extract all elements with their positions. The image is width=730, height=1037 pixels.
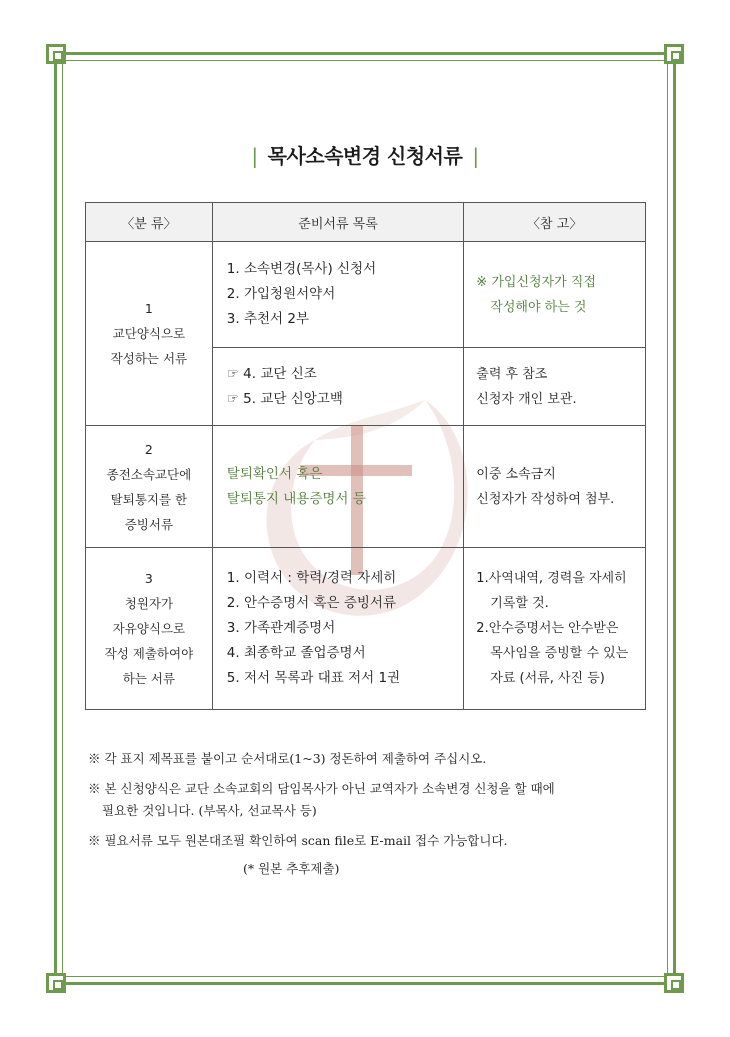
category-number: 2 [144, 441, 153, 457]
category-label: 자유양식으로 [112, 621, 186, 636]
note-3-postscript: (* 원본 추후제출) [243, 861, 340, 876]
corner-ornament-bottom-left [46, 973, 66, 993]
reference-cell [464, 548, 646, 710]
header-category: 〈분 류〉 [86, 203, 213, 242]
category-label: 하는 서류 [122, 671, 176, 686]
category-cell-2 [86, 426, 213, 548]
reference-note: ※ 가입신청자가 직접 [476, 274, 596, 290]
table-row [86, 242, 646, 348]
category-label: 종전소속교단에 [106, 466, 192, 482]
list-item: 2. 가입청원서약서 [226, 286, 336, 302]
category-cell-1 [86, 242, 213, 426]
table-row [86, 548, 646, 710]
documents-table [85, 202, 646, 710]
corner-ornament-top-left [46, 44, 66, 64]
list-item: 1. 이력서 : 학력/경력 자세히 [226, 570, 397, 586]
category-label: 증빙서류 [124, 516, 174, 532]
list-item: 5. 저서 목록과 대표 저서 1권 [226, 670, 401, 686]
documents-cell [212, 242, 464, 348]
list-item: 4. 최종학교 졸업증명서 [226, 645, 366, 661]
table-header-row [86, 203, 646, 242]
list-item: 3. 가족관계증명서 [226, 620, 336, 636]
list-item: 탈퇴통지 내용증명서 등 [226, 490, 366, 507]
header-documents: 준비서류 목록 [212, 203, 464, 242]
category-label: 탈퇴통지를 한 [110, 491, 188, 507]
list-item: 탈퇴확인서 혹은 [226, 465, 323, 482]
list-item: 1. 소속변경(목사) 신청서 [226, 261, 377, 277]
corner-ornament-top-right [664, 44, 684, 64]
header-reference: 〈참 고〉 [464, 203, 646, 242]
reference-note: 기록할 것. [490, 596, 549, 611]
list-item: ☞ 4. 교단 신조 [226, 365, 317, 382]
note-2-line: ※ 본 신청양식은 교단 소속교회의 담임목사가 아닌 교역자가 소속변경 신청을 할 때에 [88, 781, 555, 796]
reference-cell [464, 426, 646, 548]
reference-cell [464, 348, 646, 426]
page-title [0, 140, 730, 169]
category-cell-3 [86, 548, 213, 710]
documents-cell [212, 426, 464, 548]
reference-note: 1.사역내역, 경력을 자세히 [476, 571, 627, 586]
reference-note: 2.안수증명서는 안수받은 [476, 621, 619, 636]
reference-note: 이중 소속금지 [476, 466, 556, 482]
category-label: 작성 제출하여야 [104, 646, 194, 661]
note-2-line: 필요한 것입니다. (부목사, 선교목사 등) [102, 803, 317, 818]
reference-cell [464, 242, 646, 348]
list-item: 3. 추천서 2부 [226, 311, 309, 327]
note-2 [88, 778, 648, 822]
list-item: 2. 안수증명서 혹은 증빙서류 [226, 595, 396, 611]
category-label: 교단양식으로 [112, 326, 186, 341]
category-label: 청원자가 [124, 596, 174, 611]
reference-note: 작성해야 하는 것 [490, 299, 587, 315]
documents-cell [212, 548, 464, 710]
title-text: 목사소속변경 신청서류 [267, 144, 463, 168]
reference-note: 출력 후 참조 [476, 366, 548, 382]
reference-note: 목사임을 증빙할 수 있는 [490, 646, 629, 661]
corner-ornament-bottom-right [664, 973, 684, 993]
note-3-line: ※ 필요서류 모두 원본대조필 확인하여 scan file로 E-mail 접수 가능합니다. [88, 833, 508, 848]
list-item: ☞ 5. 교단 신앙고백 [226, 390, 343, 407]
title-bar-left: | [251, 144, 258, 168]
title-bar-right: | [472, 144, 479, 168]
category-number: 3 [144, 571, 153, 586]
category-number: 1 [144, 301, 153, 316]
table-row [86, 426, 646, 548]
reference-note: 자료 (서류, 사진 등) [490, 671, 605, 686]
footnotes [88, 748, 648, 888]
reference-note: 신청자 개인 보관. [476, 391, 577, 407]
reference-note: 신청자가 작성하여 첨부. [476, 491, 615, 507]
documents-cell [212, 348, 464, 426]
category-label: 작성하는 서류 [110, 351, 188, 366]
note-1: ※ 각 표지 제목표를 붙이고 순서대로(1~3) 정돈하여 제출하여 주십시오. [88, 751, 487, 766]
note-3 [88, 830, 648, 880]
